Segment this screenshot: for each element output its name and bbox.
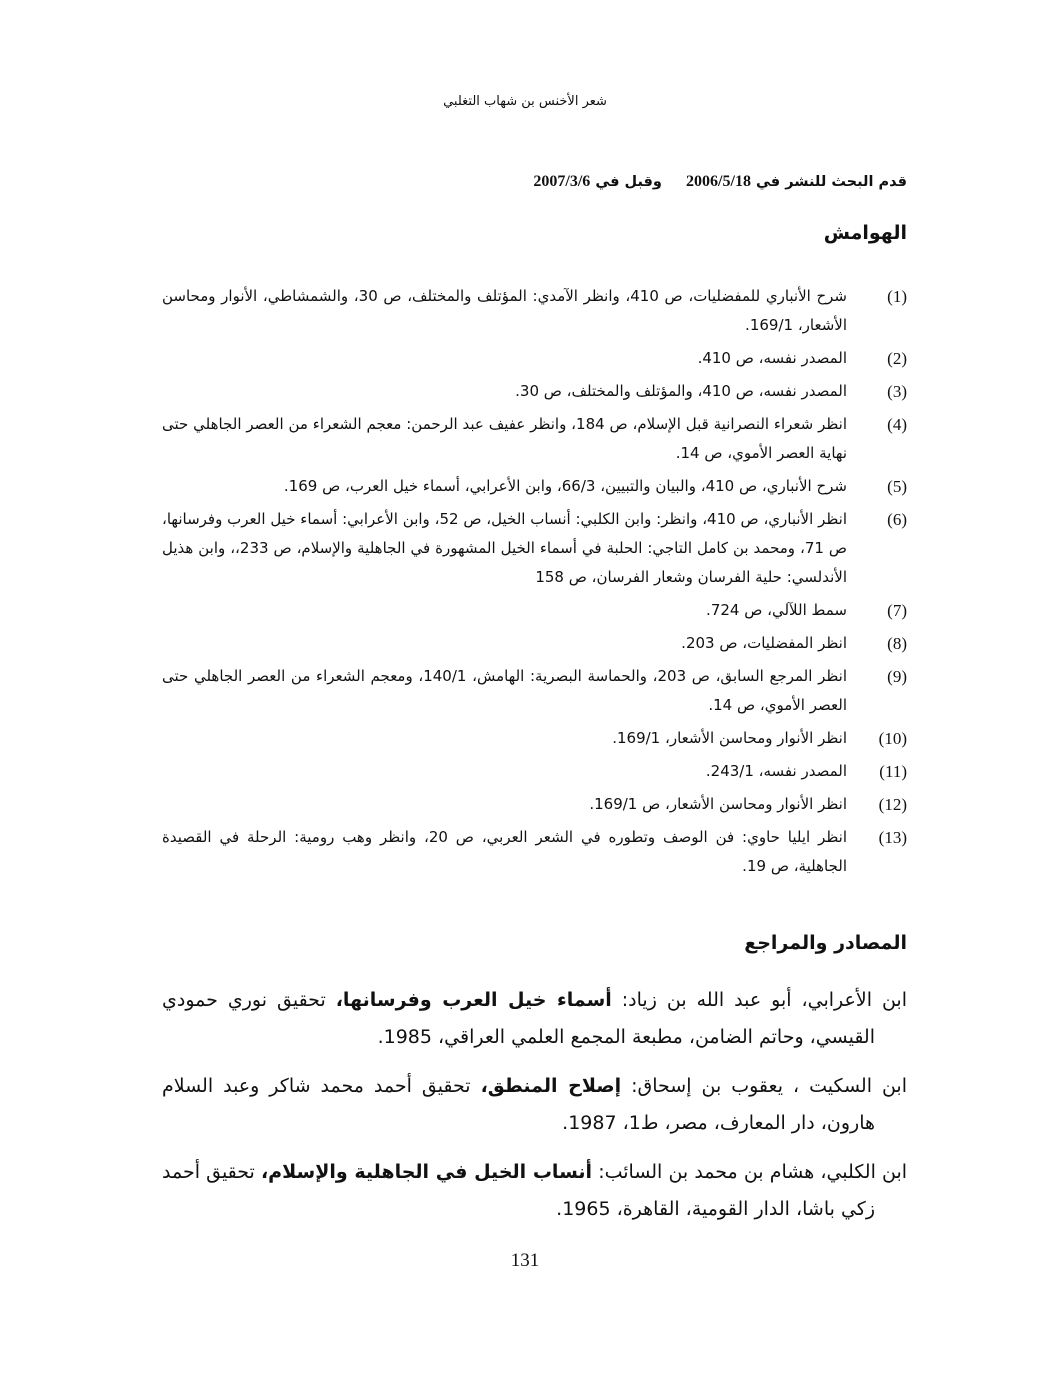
footnote-item [162, 724, 907, 753]
footnote-text: انظر المفضليات، ص 203. [681, 634, 847, 652]
footnote-text: المصدر نفسه، 243/1. [705, 762, 847, 780]
reference-item [162, 1154, 907, 1228]
references-list [162, 982, 907, 1240]
reference-author: ابن السكيت ، يعقوب بن إسحاق: [631, 1075, 907, 1097]
footnote-number: (10) [878, 729, 907, 748]
notes-heading: الهوامش [823, 222, 907, 244]
footnote-item [162, 505, 907, 592]
footnote-text: انظر الأنباري، ص 410، وانظر: وابن الكلبي: أنساب الخيل، ص 52، وابن الأعرابي: أسماء خيل العرب وفرسانها، ص 71، ومحمد بن كامل التاجي: الحلبة في أسماء الخيل المشهورة في الجاهلية والإسلام، ص 233،، وابن هذيل الأندلسي: حلية الفرسان وشعار الفرسان، ص 158 [162, 510, 848, 586]
footnote-text: انظر ايليا حاوي: فن الوصف وتطوره في الشعر العربي، ص 20، وانظر وهب رومية: الرحلة في القصيدة الجاهلية، ص 19. [162, 828, 848, 875]
footnote-text: انظر الأنوار ومحاسن الأشعار، ص 169/1. [589, 795, 847, 813]
footnote-item [162, 823, 907, 881]
footnote-number: (13) [878, 828, 907, 847]
footnote-item [162, 596, 907, 625]
footnote-number: (4) [887, 415, 907, 434]
footnote-text: انظر الأنوار ومحاسن الأشعار، 169/1. [612, 729, 847, 747]
footnote-item [162, 472, 907, 501]
reference-details: تحقيق أحمد محمد شاكر وعبد السلام هارون، دار المعارف، مصر، ط1، 1987. [162, 1075, 875, 1134]
accepted-label: وقبل في [595, 174, 662, 190]
footnote-number: (6) [887, 510, 907, 529]
references-heading: المصادر والمراجع [744, 932, 907, 954]
reference-title: إصلاح المنطق، [480, 1075, 622, 1097]
footnote-number: (1) [887, 287, 907, 306]
page-number: 131 [510, 1250, 540, 1271]
accepted-date: 2007/3/6 [533, 173, 591, 190]
footnote-text: انظر المرجع السابق، ص 203، والحماسة البصرية: الهامش، 140/1، ومعجم الشعراء من العصر الجاهلي حتى العصر الأموي، ص 14. [162, 667, 847, 714]
submitted-label: قدم البحث للنشر في [756, 174, 907, 190]
footnote-text: شرح الأنباري، ص 410، والبيان والتبيين، 66/3، وابن الأعرابي، أسماء خيل العرب، ص 169. [283, 477, 847, 495]
footnote-text: سمط اللآلي، ص 724. [706, 601, 847, 619]
footnote-number: (9) [887, 667, 907, 686]
reference-item [162, 1068, 907, 1142]
reference-item [162, 982, 907, 1056]
footnote-item [162, 790, 907, 819]
footnote-item [162, 757, 907, 786]
running-header: شعر الأخنس بن شهاب التغلبي [443, 94, 607, 109]
footnote-item [162, 282, 907, 340]
footnote-number: (7) [887, 601, 907, 620]
footnote-text: شرح الأنباري للمفضليات، ص 410، وانظر الآمدي: المؤتلف والمختلف، ص 30، والشمشاطي، الأنوار ومحاسن الأشعار، 169/1. [162, 287, 847, 334]
submission-dates-line [533, 173, 907, 191]
footnote-item [162, 377, 907, 406]
footnote-number: (12) [878, 795, 907, 814]
footnote-number: (3) [887, 382, 907, 401]
reference-title: أسماء خيل العرب وفرسانها، [335, 989, 612, 1011]
footnote-text: المصدر نفسه، ص 410. [697, 349, 847, 367]
footnote-item [162, 662, 907, 720]
footnote-item [162, 629, 907, 658]
footnote-number: (11) [879, 762, 907, 781]
footnote-item [162, 410, 907, 468]
footnotes-list [162, 282, 907, 885]
footnote-number: (5) [887, 477, 907, 496]
footnote-text: المصدر نفسه، ص 410، والمؤتلف والمختلف، ص 30. [515, 382, 847, 400]
reference-title: أنساب الخيل في الجاهلية والإسلام، [260, 1161, 593, 1183]
reference-details: تحقيق أحمد زكي باشا، الدار القومية، القاهرة، 1965. [162, 1161, 875, 1220]
footnote-number: (8) [887, 634, 907, 653]
footnote-text: انظر شعراء النصرانية قبل الإسلام، ص 184، وانظر عفيف عبد الرحمن: معجم الشعراء من العصر الجاهلي حتى نهاية العصر الأموي، ص 14. [162, 415, 847, 462]
submitted-date: 2006/5/18 [686, 173, 751, 190]
reference-author: ابن الأعرابي، أبو عبد الله بن زياد: [621, 989, 907, 1011]
reference-author: ابن الكلبي، هشام بن محمد بن السائب: [598, 1161, 908, 1183]
footnote-number: (2) [887, 349, 907, 368]
footnote-item [162, 344, 907, 373]
reference-details: تحقيق نوري حمودي القيسي، وحاتم الضامن، مطبعة المجمع العلمي العراقي، 1985. [162, 989, 875, 1048]
